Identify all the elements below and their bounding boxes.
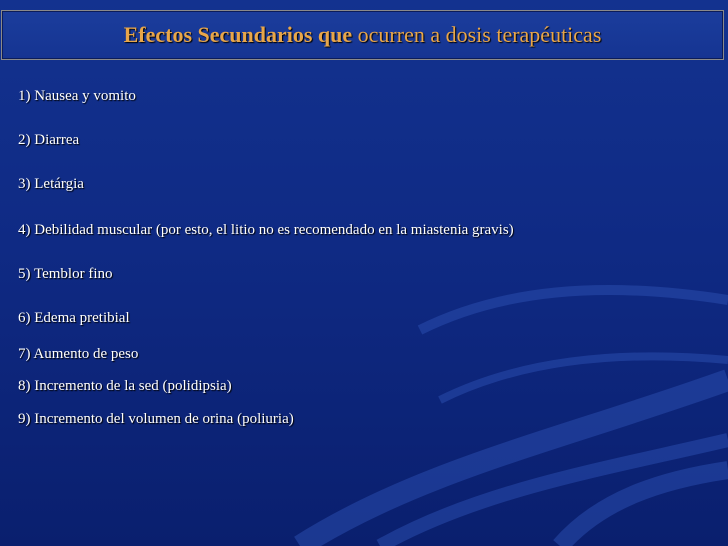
- list-item-2: 2) Diarrea: [18, 132, 80, 148]
- list-item-7: 7) Aumento de peso: [18, 346, 139, 362]
- list-item-4: 4) Debilidad muscular (por esto, el litio no es recomendado en la miastenia gravis): [18, 222, 514, 238]
- list-item-9: 9) Incremento del volumen de orina (poliuria): [18, 411, 294, 427]
- slide-title: [124, 22, 602, 48]
- list-item-3: 3) Letárgia: [18, 176, 84, 192]
- list-item-6: 6) Edema pretibial: [18, 310, 130, 326]
- list-item-8: 8) Incremento de la sed (polidipsia): [18, 378, 232, 394]
- list-item-1: 1) Nausea y vomito: [18, 88, 136, 104]
- title-bar: [1, 10, 724, 60]
- list-item-5: 5) Temblor fino: [18, 266, 113, 282]
- title-normal-part: ocurren a dosis terapéuticas: [357, 22, 602, 47]
- title-bold-part: Efectos Secundarios que: [123, 22, 353, 47]
